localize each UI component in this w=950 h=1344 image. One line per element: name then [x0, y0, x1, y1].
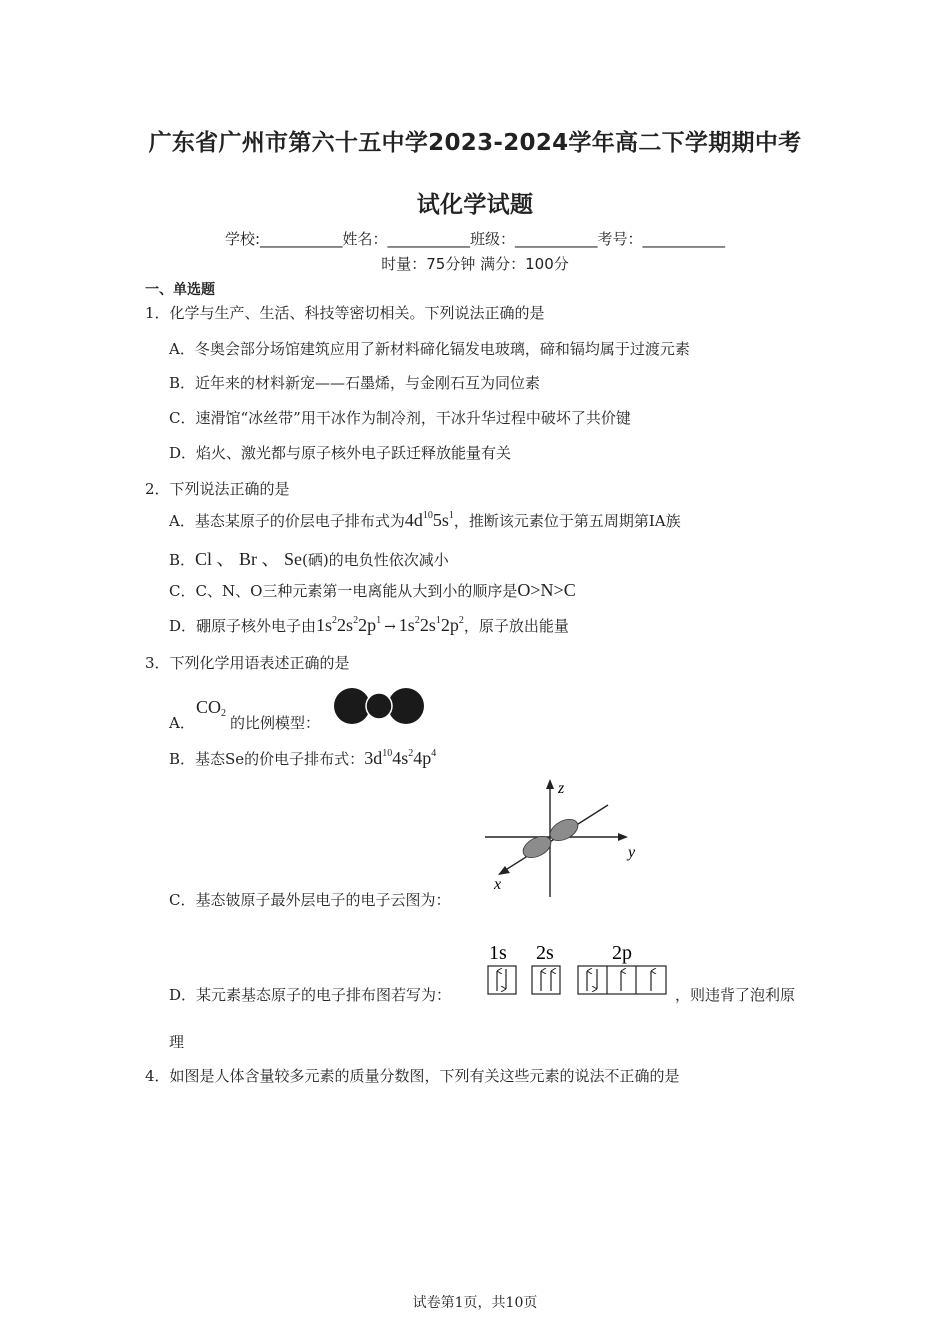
p-orbital-cloud-diagram: [480, 775, 645, 900]
q2-c-pre: C．C、N、O三种元素第一电离能从大到小的顺序是: [169, 582, 518, 600]
box-2p: [578, 966, 666, 994]
q3-option-c: C．基态铍原子最外层电子的电子云图为：: [169, 891, 451, 909]
orbital-label-1s: 1s: [489, 942, 507, 964]
q3-d-post: ，则违背了泡利原: [675, 986, 796, 1004]
q2-b-post: (硒)的电负性依次减小: [302, 551, 449, 569]
q3-a-formula: $CO_2$: [196, 697, 227, 719]
q2-option-d: [169, 615, 569, 636]
q2-a-pre: A．基态某原子的价层电子排布式为: [169, 512, 405, 530]
q2-c-formula: O>N>C: [517, 580, 576, 600]
q2-a-post: ，推断该元素位于第五周期第IA族: [453, 512, 681, 530]
z-axis-label: z: [558, 780, 565, 797]
q3-option-b: [169, 748, 436, 769]
q2-d-arrow: →: [384, 619, 396, 635]
y-axis-label: y: [628, 844, 636, 861]
q3-a-post: 的比例模型：: [230, 714, 321, 732]
q1-option-a: A．冬奥会部分场馆建筑应用了新材料碲化镉发电玻璃，碲和镉均属于过渡元素: [169, 340, 690, 358]
box-1s: [488, 966, 516, 994]
y-axis-arrow: [618, 833, 628, 841]
q2-b-formula: Cl 、 Br 、 Se: [195, 549, 303, 569]
q3-d-pre: D．某元素基态原子的电子排布图若写为：: [169, 986, 452, 1004]
orbital-label-2s: 2s: [536, 942, 554, 964]
student-info-fields: 学校:___________姓名：___________班级：___________考号：___________: [224, 230, 726, 248]
q3-b-pre: B．基态Se的价电子排布式：: [169, 750, 365, 768]
oxygen-atom-left: [334, 688, 370, 724]
q3-d-cont: 理: [169, 1033, 185, 1051]
x-axis-arrow: [498, 866, 510, 875]
section-heading: 一、单选题: [145, 282, 215, 298]
exam-meta: 时量：75分钟 满分：100分: [381, 255, 569, 273]
z-axis-arrow: [546, 779, 554, 789]
q3-b-formula: $3d^{10}4s^24p^4$: [364, 748, 437, 768]
q3-a-pre: A．: [169, 714, 195, 732]
co2-space-filling-model: [330, 686, 430, 726]
electron-orbital-diagram: [484, 938, 670, 998]
title-line-2: 试化学试题: [416, 192, 534, 218]
orbital-label-2p: 2p: [612, 942, 632, 964]
q2-option-a: [169, 510, 681, 531]
q2-stem: 2．下列说法正确的是: [145, 480, 290, 498]
q2-option-c: [169, 580, 576, 601]
q4-stem: 4．如图是人体含量较多元素的质量分数图，下列有关这些元素的说法不正确的是: [145, 1067, 680, 1085]
q2-d-pre: D．硼原子核外电子由: [169, 617, 317, 635]
q3-stem: 3．下列化学用语表述正确的是: [145, 654, 350, 672]
q2-option-b: [169, 545, 449, 571]
q1-stem: 1．化学与生产、生活、科技等密切相关。下列说法正确的是: [145, 304, 545, 322]
box-2s: [532, 966, 560, 994]
q2-d-formula-right: $1s^22s^12p^2$: [398, 615, 464, 635]
carbon-atom: [366, 693, 392, 719]
oxygen-atom-right: [388, 688, 424, 724]
q2-d-post: ，原子放出能量: [463, 617, 569, 635]
q1-option-c: C．速滑馆“冰丝带”用干冰作为制冷剂，干冰升华过程中破坏了共价键: [169, 409, 631, 427]
q1-option-d: D．焰火、激光都与原子核外电子跃迁释放能量有关: [169, 444, 512, 462]
q1-option-b: B．近年来的材料新宠——石墨烯，与金刚石互为同位素: [169, 374, 541, 392]
title-line-1: 广东省广州市第六十五中学2023-2024学年高二下学期期中考: [148, 130, 802, 156]
q2-a-formula: $4d^{10}5s^1$: [404, 510, 454, 530]
q2-b-pre: B．: [169, 551, 196, 569]
x-axis-label: x: [494, 876, 502, 893]
q2-d-formula-left: $1s^22s^22p^1$: [316, 615, 382, 635]
page-footer: 试卷第1页，共10页: [412, 1295, 538, 1311]
